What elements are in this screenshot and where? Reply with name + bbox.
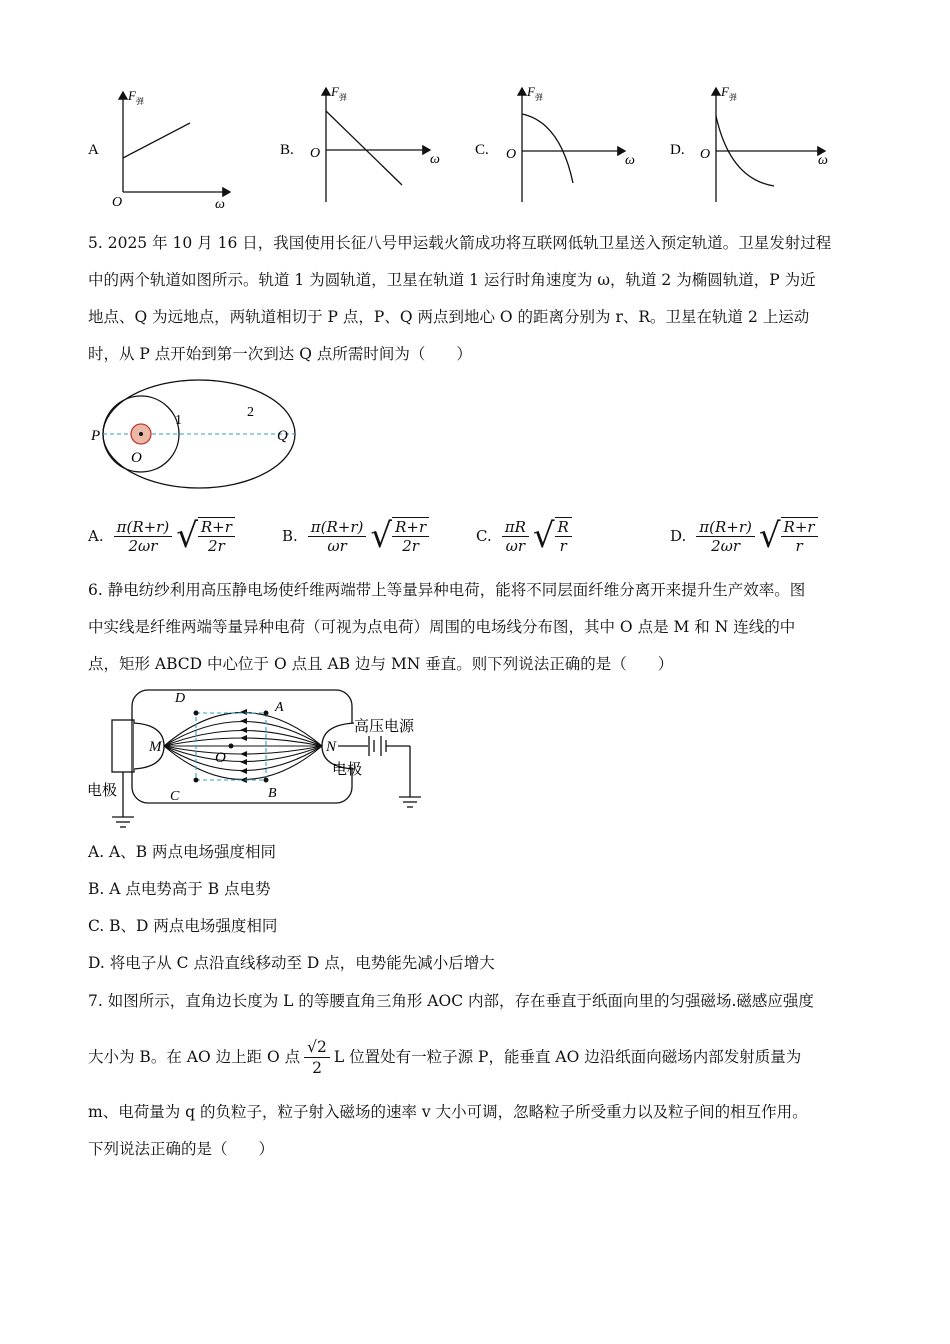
graph-a bbox=[88, 88, 230, 212]
graph-c-curve bbox=[522, 114, 573, 183]
graph-c-origin: O bbox=[506, 147, 517, 162]
sqrt-icon: √ bbox=[370, 516, 393, 556]
fraction-denominator: 2ωr bbox=[128, 536, 158, 555]
graph-b-ylabel-sub: 弹 bbox=[339, 93, 347, 102]
graph-d bbox=[670, 84, 828, 202]
option-label: C. bbox=[476, 527, 492, 545]
graph-a-ylabel-sub: 弹 bbox=[136, 97, 144, 106]
fraction-numerator: πR bbox=[502, 518, 529, 537]
label-c: C bbox=[170, 789, 180, 804]
q6-line-3: 点，矩形 ABCD 中心位于 O 点且 AB 边与 MN 垂直。则下列说法正确的是（ ） bbox=[88, 655, 674, 673]
radical-denominator: 2r bbox=[402, 537, 419, 555]
point-q-label: Q bbox=[277, 428, 288, 444]
q5-option-c[interactable] bbox=[476, 508, 572, 564]
option-label: D. bbox=[670, 527, 687, 545]
radical-numerator: R+r bbox=[198, 518, 235, 537]
graph-b-xlabel: ω bbox=[430, 152, 440, 167]
graph-b bbox=[280, 84, 440, 202]
option-label: A. bbox=[88, 527, 104, 545]
fraction-numerator: π(R+r) bbox=[308, 518, 367, 537]
fraction-denominator: 2 bbox=[312, 1058, 322, 1077]
q7-line-2-pre: 大小为 B。在 AO 边上距 O 点 bbox=[88, 1048, 301, 1066]
q5-line-1: 5. 2025 年 10 月 16 日，我国使用长征八号甲运载火箭成功将互联网低轨卫星送入预定轨道。卫星发射过程 bbox=[88, 234, 832, 252]
graph-d-ylabel: F bbox=[721, 84, 729, 99]
q5-option-d[interactable] bbox=[670, 508, 818, 564]
q6-line-1: 6. 静电纺纱利用高压静电场使纤维两端带上等量异种电荷，能将不同层面纤维分离开来提升生产效率。图 bbox=[88, 581, 806, 599]
graph-c-option: C. bbox=[475, 142, 489, 158]
fraction-numerator: √2 bbox=[304, 1037, 330, 1058]
fraction-numerator: π(R+r) bbox=[114, 518, 173, 537]
graph-d-option: D. bbox=[670, 142, 685, 158]
q7-line-2-post: L 位置处有一粒子源 P，能垂直 AO 边沿纸面向磁场内部发射质量为 bbox=[333, 1048, 802, 1066]
label-m: M bbox=[149, 739, 162, 755]
graph-d-ylabel-sub: 弹 bbox=[729, 93, 737, 102]
fraction-denominator: 2ωr bbox=[711, 536, 741, 555]
q7-line-3: m、电荷量为 q 的负粒子，粒子射入磁场的速率 v 大小可调，忽略粒子所受重力以及粒子间的相互作用。 bbox=[88, 1103, 808, 1121]
q5-line-2: 中的两个轨道如图所示。轨道 1 为圆轨道，卫星在轨道 1 运行时角速度为 ω，轨道 2 为椭圆轨道，P 为近 bbox=[88, 271, 816, 289]
q4-graphs bbox=[80, 84, 850, 214]
graph-c-ylabel: F bbox=[527, 84, 535, 99]
sqrt-icon: √ bbox=[532, 516, 555, 556]
q5-option-a[interactable] bbox=[88, 508, 235, 564]
q7-line-1: 7. 如图所示，直角边长度为 L 的等腰直角三角形 AOC 内部，存在垂直于纸面向里的匀强磁场.磁感应强度 bbox=[88, 992, 814, 1010]
power-source-label: 高压电源 bbox=[354, 719, 415, 735]
graph-a-xlabel: ω bbox=[215, 197, 225, 212]
field-lines bbox=[164, 713, 322, 780]
label-a: A bbox=[275, 700, 284, 715]
q7-line-4: 下列说法正确的是（ ） bbox=[88, 1140, 275, 1158]
radical-denominator: 2r bbox=[208, 537, 225, 555]
q6-option-c[interactable]: C. B、D 两点电场强度相同 bbox=[88, 917, 278, 935]
radical-numerator: R+r bbox=[392, 518, 429, 537]
label-d: D bbox=[175, 691, 186, 706]
q5-line-4: 时，从 P 点开始到第一次到达 Q 点所需时间为（ ） bbox=[88, 345, 472, 363]
graph-a-ylabel: F bbox=[128, 88, 136, 103]
field-figure bbox=[84, 685, 434, 830]
right-electrode-label: 电极 bbox=[332, 762, 363, 778]
graph-a-option: A bbox=[88, 142, 99, 158]
q6-option-d[interactable]: D. 将电子从 C 点沿直线移动至 D 点，电势能先减小后增大 bbox=[88, 954, 495, 972]
radical-numerator: R bbox=[555, 518, 572, 537]
left-electrode bbox=[112, 720, 134, 772]
graph-d-xlabel: ω bbox=[818, 153, 828, 168]
graph-a-curve bbox=[123, 123, 190, 158]
label-o: O bbox=[215, 750, 226, 766]
point-p-label: P bbox=[91, 428, 101, 444]
label-b: B bbox=[268, 786, 277, 801]
fraction-denominator: ωr bbox=[505, 536, 525, 555]
graph-b-option: B. bbox=[280, 142, 294, 158]
q7-fraction bbox=[304, 1037, 330, 1078]
graph-d-origin: O bbox=[700, 147, 711, 162]
sqrt-icon: √ bbox=[758, 516, 781, 556]
orbit-figure bbox=[85, 378, 305, 494]
graph-b-ylabel: F bbox=[331, 84, 339, 99]
point-o-label: O bbox=[131, 450, 142, 466]
graph-b-curve bbox=[326, 111, 402, 185]
option-label: B. bbox=[282, 527, 298, 545]
fraction-denominator: ωr bbox=[327, 536, 347, 555]
graph-b-origin: O bbox=[310, 146, 321, 161]
orbit-1-label: 1 bbox=[175, 413, 182, 428]
q6-line-2: 中实线是纤维两端等量异种电荷（可视为点电荷）周围的电场线分布图，其中 O 点是 M 和 N 连线的中 bbox=[88, 618, 796, 636]
graph-a-origin: O bbox=[112, 195, 123, 210]
label-n: N bbox=[326, 739, 337, 755]
q5-line-3: 地点、Q 为远地点，两轨道相切于 P 点，P、Q 两点到地心 O 的距离分别为 r、R。卫星在轨道 2 上运动 bbox=[88, 308, 810, 326]
radical-denominator: r bbox=[559, 537, 567, 555]
left-electrode-label: 电极 bbox=[87, 783, 118, 799]
fraction-numerator: π(R+r) bbox=[696, 518, 755, 537]
graph-c-ylabel-sub: 弹 bbox=[535, 93, 543, 102]
graph-c-xlabel: ω bbox=[625, 153, 635, 168]
q6-option-a[interactable]: A. A、B 两点电场强度相同 bbox=[88, 843, 277, 861]
sqrt-icon: √ bbox=[176, 516, 198, 556]
q6-option-b[interactable]: B. A 点电势高于 B 点电势 bbox=[88, 880, 271, 898]
radical-numerator: R+r bbox=[781, 518, 818, 537]
q7-line-2 bbox=[88, 1034, 801, 1080]
radical-denominator: r bbox=[795, 537, 803, 555]
graph-c bbox=[475, 84, 635, 202]
orbit-2-label: 2 bbox=[247, 405, 254, 420]
q5-option-b[interactable] bbox=[282, 508, 429, 564]
